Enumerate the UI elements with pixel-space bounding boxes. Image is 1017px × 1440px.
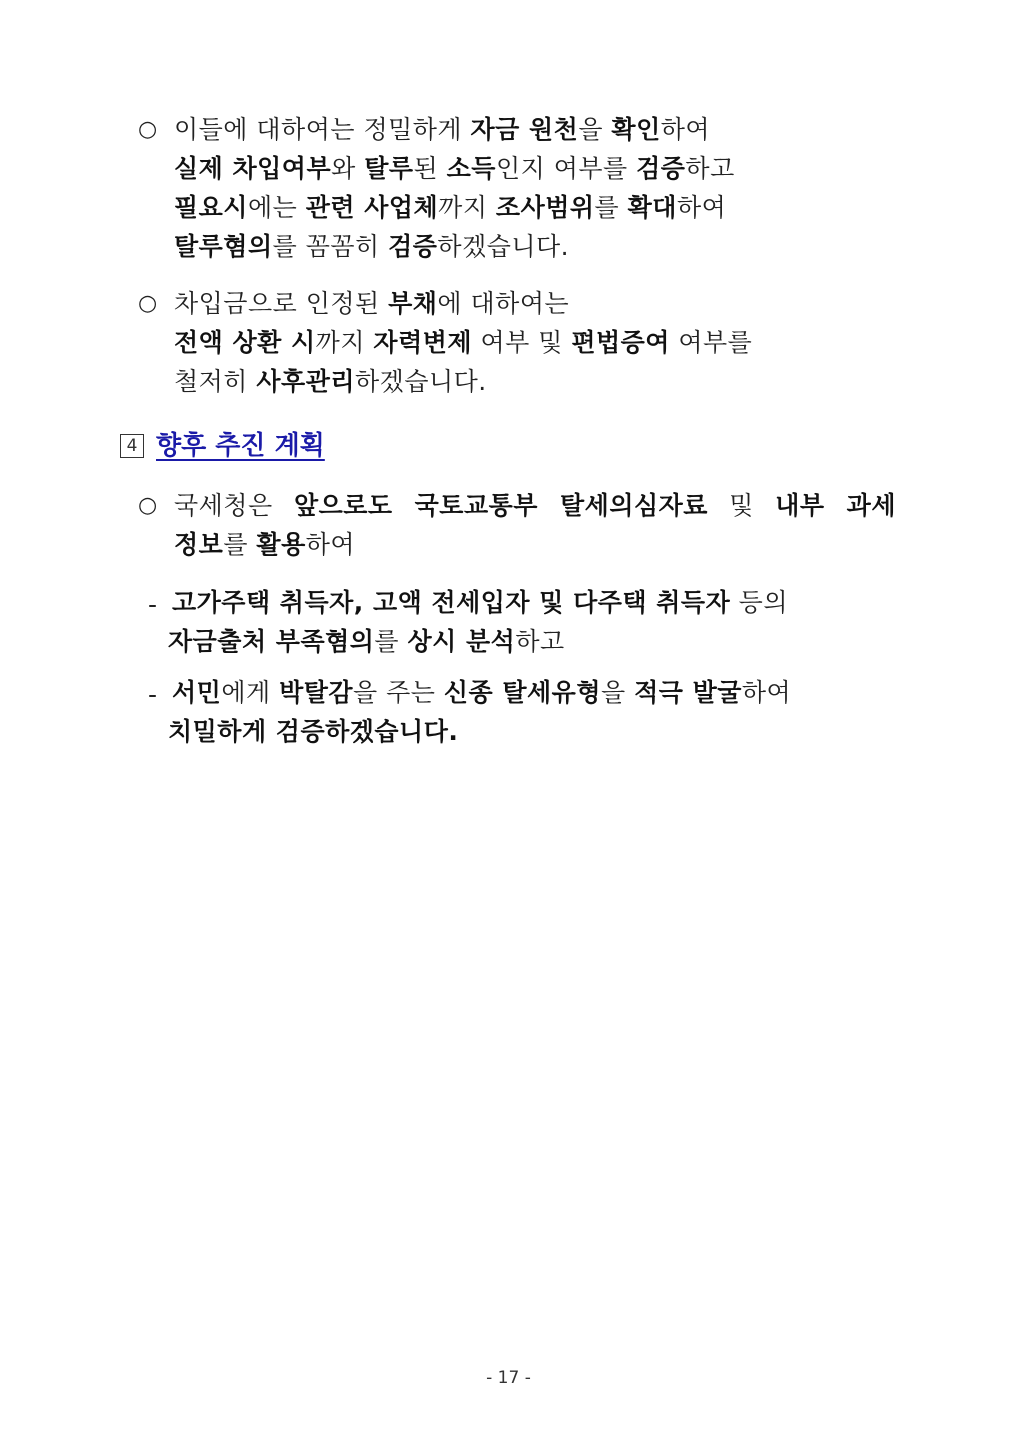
p2-line-2: 전액 상환 시까지 자력변제 여부 및 편법증여 여부를 xyxy=(174,328,753,357)
p4-line-2: 자금출처 부족혐의를 상시 분석하고 xyxy=(168,627,565,656)
p1-line-1: 이들에 대하여는 정밀하게 자금 원천을 확인하여 xyxy=(174,115,711,144)
p2-line-3: 철저히 사후관리하겠습니다. xyxy=(174,367,487,396)
p5-line-1: 서민에게 박탈감을 주는 신종 탈세유형을 적극 발굴하여 xyxy=(172,678,792,707)
bullet-circle-1: ○ xyxy=(138,117,158,142)
p3-line-1: 국세청은 앞으로도 국토교통부 탈세의심자료 및 내부 과세 xyxy=(174,491,896,520)
section-title: 향후 추진 계획 xyxy=(156,431,325,461)
p5-line-2: 치밀하게 검증하겠습니다. xyxy=(168,717,459,746)
p1-line-2: 실제 차입여부와 탈루된 소득인지 여부를 검증하고 xyxy=(174,154,735,183)
p2-line-1: 차입금으로 인정된 부채에 대하여는 xyxy=(174,289,570,318)
section-heading xyxy=(120,426,325,466)
bullet-dash-2: - xyxy=(148,680,158,709)
section-number-box: 4 xyxy=(120,434,144,458)
p3-line-2: 정보를 활용하여 xyxy=(174,530,356,559)
bullet-dash-1: - xyxy=(148,590,158,619)
bullet-circle-2: ○ xyxy=(138,291,158,316)
p4-line-1: 고가주택 취득자, 고액 전세입자 및 다주택 취득자 등의 xyxy=(172,588,788,617)
bullet-circle-3: ○ xyxy=(138,493,158,518)
page-number: - 17 - xyxy=(486,1368,531,1388)
p1-line-4: 탈루혐의를 꼼꼼히 검증하겠습니다. xyxy=(174,232,570,261)
p1-line-3: 필요시에는 관련 사업체까지 조사범위를 확대하여 xyxy=(174,193,727,222)
